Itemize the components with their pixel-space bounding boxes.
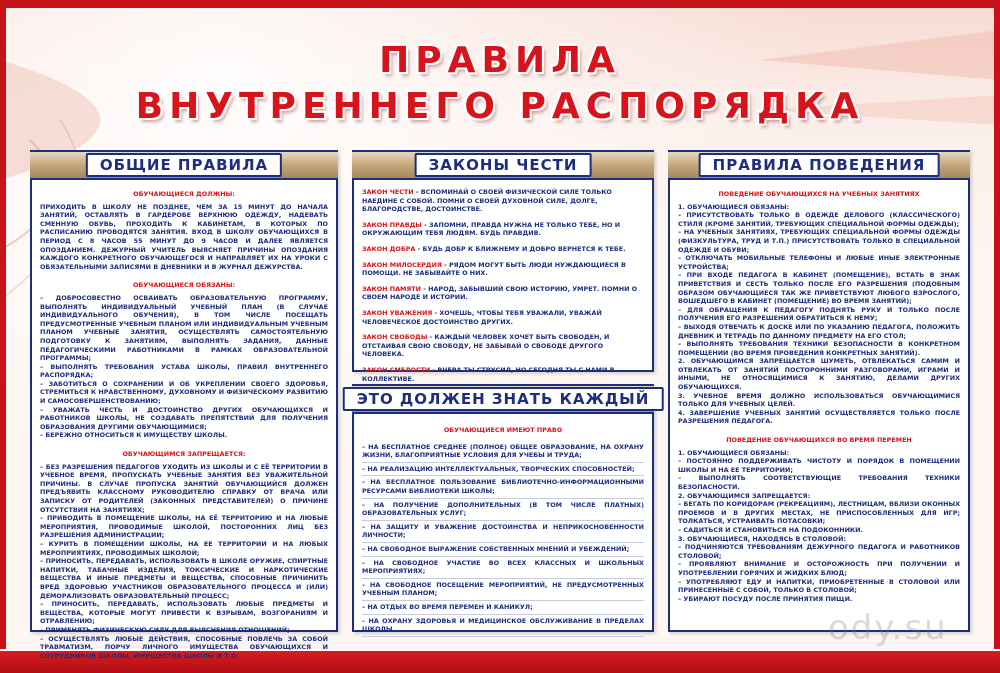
list-item: – ОСУЩЕСТВЛЯТЬ ЛЮБЫЕ ДЕЙСТВИЯ, СПОСОБНЫЕ ПОВЛЕЧЬ ЗА СОБОЙ ТРАВМАТИЗМ, ПОРЧУ ЛИЧНОГО ИМУЩЕСТВА ОБУЧАЮЩИХСЯ И СОТРУДНИКОВ ШКОЛЫ, ИМУЩЕСТВА ШКОЛЫ И Т.П.	[40, 634, 328, 660]
list-item: – УБИРАЮТ ПОСУДУ ПОСЛЕ ПРИНЯТИЯ ПИЩИ.	[678, 594, 853, 603]
list-item: ЗАКОН МИЛОСЕРДИЯ - РЯДОМ МОГУТ БЫТЬ ЛЮДИ НУЖДАЮЩИЕСЯ В ПОМОЩИ. НЕ ЗАБЫВАЙТЕ О НИХ.	[362, 260, 626, 278]
list-item: – ПРИНОСИТЬ, ПЕРЕДАВАТЬ, ИСПОЛЬЗОВАТЬ ЛЮБЫЕ ПРЕДМЕТЫ И ВЕЩЕСТВА, КОТОРЫЕ МОГУТ ПРИВЕСТИ К ВЗРЫВАМ, ВОЗГОРАНИЯМ И ОТРАВЛЕНИЮ;	[40, 600, 328, 626]
everyone-should-know-body	[362, 420, 644, 637]
list-item: – НА РЕАЛИЗАЦИЮ ИНТЕЛЛЕКТУАЛЬНЫХ, ТВОРЧЕСКИХ СПОСОБНОСТЕЙ;	[362, 463, 644, 477]
general-must-heading: ОБУЧАЮЩИЕСЯ ДОЛЖНЫ:	[133, 190, 235, 198]
list-item: 2. ОБУЧАЮЩИМСЯ ЗАПРЕЩАЕТСЯ:	[678, 491, 811, 500]
list-item: – ПРИ ВХОДЕ ПЕДАГОГА В КАБИНЕТ (ПОМЕЩЕНИЕ), ВСТАТЬ В ЗНАК ПРИВЕТСТВИЯ И СЕСТЬ ТОЛЬКО ПОСЛЕ ЕГО РАЗРЕШЕНИЯ (ПОДОБНЫМ ОБРАЗОМ ОБУЧАЮЩИЕСЯ ТАК ЖЕ ПРИВЕТСТВУЮТ ЛЮБОГО ВЗРОСЛОГО, ВОШЕДШЕГО В КАБИНЕТ (ПОМЕЩЕНИЕ) ВО ВРЕМЯ ЗАНЯТИЙ);	[678, 271, 960, 306]
honor-laws-header	[352, 150, 654, 180]
honor-laws-body	[362, 188, 644, 390]
list-item: – БЕЗ РАЗРЕШЕНИЯ ПЕДАГОГОВ УХОДИТЬ ИЗ ШКОЛЫ И С ЕЁ ТЕРРИТОРИИ В УЧЕБНОЕ ВРЕМЯ, ПРОПУСКАТЬ УЧЕБНЫЕ ЗАНЯТИЯ БЕЗ УВАЖИТЕЛЬНОЙ ПРИЧИНЫ. В СЛУЧАЕ ПРОПУСКА ЗАНЯТИЙ ОБУЧАЮЩИЙСЯ ДОЛЖЕН ПРЕДЪЯВИТЬ КЛАССНОМУ РУКОВОДИТЕЛЮ СПРАВКУ ОТ ВРАЧА ИЛИ ЗАПИСКУ ОТ РОДИТЕЛЕЙ (ЗАКОННЫХ ПРЕДСТАВИТЕЛЕЙ) О ПРИЧИНЕ ОТСУТСТВИЯ НА ЗАНЯТИЯХ;	[40, 462, 328, 514]
list-item: – НА СВОБОДНОЕ ПОСЕЩЕНИЕ МЕРОПРИЯТИЙ, НЕ ПРЕДУСМОТРЕННЫХ УЧЕБНЫМ ПЛАНОМ;	[362, 579, 644, 601]
list-item: – САДИТЬСЯ И СТАНОВИТЬСЯ НА ПОДОКОННИКИ.	[678, 525, 863, 534]
list-item: ЗАКОН СВОБОДЫ - КАЖДЫЙ ЧЕЛОВЕК ХОЧЕТ БЫТЬ СВОБОДЕН, И ОТСТАИВАЯ СВОЮ СВОБОДУ, НЕ ЗАБЫВАЙ О СВОБОДЕ ДРУГОГО ЧЕЛОВЕКА.	[362, 333, 610, 359]
list-item: – НА ОХРАНУ ЗДОРОВЬЯ И МЕДИЦИНСКОЕ ОБСЛУЖИВАНИЕ В ПРЕДЕЛАХ ШКОЛЫ.	[362, 615, 644, 637]
everyone-should-know-header	[352, 384, 654, 414]
list-item: – БЕРЕЖНО ОТНОСИТЬСЯ К ИМУЩЕСТВУ ШКОЛЫ.	[40, 431, 228, 440]
class-behavior-heading: ПОВЕДЕНИЕ ОБУЧАЮЩИХСЯ НА УЧЕБНЫХ ЗАНЯТИЯХ	[718, 190, 920, 198]
behavior-rules-header	[668, 150, 970, 180]
everyone-should-know-panel	[352, 384, 654, 632]
list-item: – ПРИВОДИТЬ В ПОМЕЩЕНИЕ ШКОЛЫ, НА ЕЁ ТЕРРИТОРИЮ И НА ЛЮБЫЕ МЕРОПРИЯТИЯ, ПРОВОДИМЫЕ ШКОЛОЙ, ПОСТОРОННИХ ЛИЦ БЕЗ РАЗРЕШЕНИЯ АДМИНИСТРАЦИИ;	[40, 514, 328, 540]
list-item: 1. ОБУЧАЮЩИЕСЯ ОБЯЗАНЫ:	[678, 448, 790, 457]
frame-top	[0, 0, 1000, 8]
behavior-rules-body	[678, 186, 960, 603]
behavior-rules-title: ПРАВИЛА ПОВЕДЕНИЯ	[699, 153, 940, 177]
list-item: 3. УЧЕБНОЕ ВРЕМЯ ДОЛЖНО ИСПОЛЬЗОВАТЬСЯ ОБУЧАЮЩИМИСЯ ТОЛЬКО ДЛЯ УЧЕБНЫХ ЦЕЛЕЙ.	[678, 391, 960, 409]
general-must-text: ПРИХОДИТЬ В ШКОЛУ НЕ ПОЗДНЕЕ, ЧЕМ ЗА 15 МИНУТ ДО НАЧАЛА ЗАНЯТИЙ, ОСТАВЛЯТЬ В ГАРДЕРОБЕ ВЕРХНЮЮ ОДЕЖДУ, НАДЕВАТЬ СМЕННУЮ ОБУВЬ, ПРОХОДИТЬ К КАБИНЕТАМ, В КОТОРЫХ ПО РАСПИСАНИЮ ПРОВОДЯТСЯ ЗАНЯТИЯ. ВХОД В ШКОЛУ ОБУЧАЮЩИХСЯ В ПЕРИОД С 8 ЧАСОВ 55 МИНУТ ДО 9 ЧАСОВ И ДАЛЕЕ ЯВЛЯЕТСЯ ОПОЗДАНИЕМ. ДЕЖУРНЫЙ УЧИТЕЛЬ ВЫЯСНЯЕТ ПРИЧИНЫ ОПОЗДАНИЯ КАЖДОГО КОНКРЕТНОГО ОБУЧАЮЩЕГОСЯ И НАПРАВЛЯЕТ ИХ НА УРОКИ С ОБЯЗАТЕЛЬНЫМИ ЗАПИСЯМИ В ДНЕВНИКИ И В ЖУРНАЛ ДЕЖУРСТВА.	[40, 202, 328, 271]
list-item: – НА УЧЕБНЫХ ЗАНЯТИЯХ, ТРЕБУЮЩИХ СПЕЦИАЛЬНОЙ ФОРМЫ ОДЕЖДЫ (ФИЗКУЛЬТУРА, ТРУД И Т.П.) ПРИСУТСТВОВАТЬ ТОЛЬКО В СПЕЦИАЛЬНОЙ ОДЕЖДЕ И ОБУВИ;	[678, 228, 960, 254]
list-item: – ОТКЛЮЧАТЬ МОБИЛЬНЫЕ ТЕЛЕФОНЫ И ЛЮБЫЕ ИНЫЕ ЭЛЕКТРОННЫЕ УСТРОЙСТВА;	[678, 254, 960, 271]
list-item: – БЕГАТЬ ПО КОРИДОРАМ (РЕКРЕАЦИЯМ), ЛЕСТНИЦАМ, ВБЛИЗИ ОКОННЫХ ПРОЕМОВ И В ДРУГИХ МЕСТАХ, НЕ ПРИСПОСОБЛЕННЫХ ДЛЯ ИГР; ТОЛКАТЬСЯ, УСТРАИВАТЬ ПОТАСОВКИ;	[678, 500, 960, 526]
list-item: 2. ОБУЧАЮЩИМСЯ ЗАПРЕЩАЕТСЯ ШУМЕТЬ, ОТВЛЕКАТЬСЯ САМИМ И ОТВЛЕКАТЬ ОТ ЗАНЯТИЙ ПОСТОРОННИМИ РАЗГОВОРАМИ, ИГРАМИ И ИНЫМИ, НЕ ОТНОСЯЩИМИСЯ К ЗАНЯТИЮ, ДЕЛАМИ ДРУГИХ ОБУЧАЮЩИХСЯ.	[678, 357, 960, 392]
list-item: – ВЫПОЛНЯТЬ ТРЕБОВАНИЯ УСТАВА ШКОЛЫ, ПРАВИЛ ВНУТРЕННЕГО РАСПОРЯДКА;	[40, 362, 328, 380]
general-rules-panel	[30, 150, 338, 660]
list-item: – ВЫПОЛНЯТЬ ТРЕБОВАНИЯ ТЕХНИКИ БЕЗОПАСНОСТИ В КОНКРЕТНОМ ПОМЕЩЕНИИ (ВО ВРЕМЯ ПРОВЕДЕНИЯ КОНКРЕТНЫХ ЗАНЯТИЙ).	[678, 340, 960, 357]
list-item: 4. ЗАВЕРШЕНИЕ УЧЕБНЫХ ЗАНЯТИЙ ОСУЩЕСТВЛЯЕТСЯ ТОЛЬКО ПОСЛЕ РАЗРЕШЕНИЯ ПЕДАГОГА.	[678, 408, 960, 426]
list-item: ЗАКОН УВАЖЕНИЯ - ХОЧЕШЬ, ЧТОБЫ ТЕБЯ УВАЖАЛИ, УВАЖАЙ ЧЕЛОВЕЧЕСКОЕ ДОСТОИНСТВО ДРУГИХ.	[362, 308, 602, 326]
list-item: – НА БЕСПЛАТНОЕ СРЕДНЕЕ (ПОЛНОЕ) ОБЩЕЕ ОБРАЗОВАНИЕ, НА ОХРАНУ ЖИЗНИ, БЛАГОПРИЯТНЫЕ УСЛОВИЯ ДЛЯ УЧЕБЫ И ТРУДА;	[362, 441, 644, 463]
rights-heading: ОБУЧАЮЩИЕСЯ ИМЕЮТ ПРАВО	[443, 426, 563, 434]
list-item: – НА СВОБОДНОЕ УЧАСТИЕ ВО ВСЕХ КЛАССНЫХ И ШКОЛЬНЫХ МЕРОПРИЯТИЯХ;	[362, 557, 644, 579]
list-item: – НА СВОБОДНОЕ ВЫРАЖЕНИЕ СОБСТВЕННЫХ МНЕНИЙ И УБЕЖДЕНИЙ;	[362, 543, 644, 557]
everyone-should-know-title: ЭТО ДОЛЖЕН ЗНАТЬ КАЖДЫЙ	[343, 387, 664, 411]
list-item: ЗАКОН ЧЕСТИ - ВСПОМИНАЙ О СВОЕЙ ФИЗИЧЕСКОЙ СИЛЕ ТОЛЬКО НАЕДИНЕ С СОБОЙ. ПОМНИ О СВОЕЙ ДУХОВНОЙ СИЛЕ, ДОЛГЕ, БЛАГОРОДСТВЕ, ДОСТОИНСТВЕ.	[362, 188, 612, 214]
list-item: – УВАЖАТЬ ЧЕСТЬ И ДОСТОИНСТВО ДРУГИХ ОБУЧАЮЩИХСЯ И РАБОТНИКОВ ШКОЛЫ, НЕ СОЗДАВАТЬ ПРЕПЯТСТВИЙ ДЛЯ ПОЛУЧЕНИЯ ОБРАЗОВАНИЯ ДРУГИМИ ОБУЧАЮЩИМИСЯ;	[40, 405, 328, 431]
honor-laws-title: ЗАКОНЫ ЧЕСТИ	[415, 153, 592, 177]
list-item: – ВЫХОДЯ ОТВЕЧАТЬ К ДОСКЕ ИЛИ ПО УКАЗАНИЮ ПЕДАГОГА, ПОЛОЖИТЬ ДНЕВНИК И ТЕТРАДЬ ПО ДАННОМУ ПРЕДМЕТУ НА ЕГО СТОЛ;	[678, 322, 960, 340]
page-title-line-1: ПРАВИЛА	[379, 40, 621, 81]
list-item: – НА ОТДЫХ ВО ВРЕМЯ ПЕРЕМЕН И КАНИКУЛ;	[362, 601, 644, 615]
general-rules-header	[30, 150, 338, 180]
list-item: ЗАКОН ДОБРА - БУДЬ ДОБР К БЛИЖНЕМУ И ДОБРО ВЕРНЕТСЯ К ТЕБЕ.	[362, 244, 626, 253]
list-item: – УПОТРЕБЛЯЮТ ЕДУ И НАПИТКИ, ПРИОБРЕТЕННЫЕ В СТОЛОВОЙ ИЛИ ПРИНЕСЕННЫЕ С СОБОЙ, ТОЛЬКО В СТОЛОВОЙ;	[678, 577, 960, 595]
list-item: ЗАКОН ПАМЯТИ - НАРОД, ЗАБЫВШИЙ СВОЮ ИСТОРИЮ, УМРЕТ. ПОМНИ О СВОЕМ НАРОДЕ И ИСТОРИИ.	[362, 284, 638, 302]
general-rules-body	[40, 186, 328, 660]
list-item: – ВЫПОЛНЯТЬ СООТВЕТСТВУЮЩИЕ ТРЕБОВАНИЯ ТЕХНИКИ БЕЗОПАСНОСТИ.	[678, 474, 960, 491]
list-item: ЗАКОН ПРАВДЫ - ЗАПОМНИ, ПРАВДА НУЖНА НЕ ТОЛЬКО ТЕБЕ, НО И ОКРУЖАЮЩИМ ТЕБЯ ЛЮДЯМ. БУДЬ ПРАВДИВ.	[362, 220, 621, 238]
watermark: ody.su	[828, 608, 948, 648]
list-item: – НА ПОЛУЧЕНИЕ ДОПОЛНИТЕЛЬНЫХ (В ТОМ ЧИСЛЕ ПЛАТНЫХ) ОБРАЗОВАТЕЛЬНЫХ УСЛУГ;	[362, 499, 644, 521]
list-item: – НА БЕСПЛАТНОЕ ПОЛЬЗОВАНИЕ БИБЛИОТЕЧНО-ИНФОРМАЦИОННЫМИ РЕСУРСАМИ БИБЛИОТЕКИ ШКОЛЫ;	[362, 476, 644, 498]
general-forbidden-heading: ОБУЧАЮЩИМСЯ ЗАПРЕЩАЕТСЯ:	[122, 450, 246, 459]
page-title-line-2: ВНУТРЕННЕГО РАСПОРЯДКА	[135, 86, 865, 127]
list-item: – ЗАБОТИТЬСЯ О СОХРАНЕНИИ И ОБ УКРЕПЛЕНИИ СВОЕГО ЗДОРОВЬЯ, СТРЕМИТЬСЯ К НРАВСТВЕННОМУ, ДУХОВНОМУ И ФИЗИЧЕСКОМУ РАЗВИТИЮ И САМОСОВЕРШЕНСТВОВАНИЮ;	[40, 379, 328, 406]
break-behavior-heading: ПОВЕДЕНИЕ ОБУЧАЮЩИХСЯ ВО ВРЕМЯ ПЕРЕМЕН	[726, 436, 912, 445]
list-item: 3. ОБУЧАЮЩИЕСЯ, НАХОДЯСЬ В СТОЛОВОЙ:	[678, 534, 846, 543]
list-item: – ДОБРОСОВЕСТНО ОСВАИВАТЬ ОБРАЗОВАТЕЛЬНУЮ ПРОГРАММУ, ВЫПОЛНЯТЬ ИНДИВИДУАЛЬНЫЙ УЧЕБНЫЙ ПЛАН (В СЛУЧАЕ ИНДИВИДУАЛЬНОГО ОБУЧЕНИЯ), В ТОМ ЧИСЛЕ ПОСЕЩАТЬ ПРЕДУСМОТРЕННЫЕ УЧЕБНЫМ ПЛАНОМ ИЛИ ИНДИВИДУАЛЬНЫМ УЧЕБНЫМ ПЛАНОМ УЧЕБНЫЕ ЗАНЯТИЯ, ОСУЩЕСТВЛЯТЬ САМОСТОЯТЕЛЬНУЮ ПОДГОТОВКУ К ЗАНЯТИЯМ, ВЫПОЛНЯТЬ ЗАДАНИЯ, ДАННЫЕ ПЕДАГОГИЧЕСКИМИ РАБОТНИКАМИ В РАМКАХ ОБРАЗОВАТЕЛЬНОЙ ПРОГРАММЫ;	[40, 293, 328, 363]
list-item: – ПРИМЕНЯТЬ ФИЗИЧЕСКУЮ СИЛУ ДЛЯ ВЫЯСНЕНИЯ ОТНОШЕНИЙ;	[40, 625, 290, 634]
list-item: – ПОСТОЯННО ПОДДЕРЖИВАТЬ ЧИСТОТУ И ПОРЯДОК В ПОМЕЩЕНИИ ШКОЛЫ И НА ЕЕ ТЕРРИТОРИИ;	[678, 457, 960, 474]
list-item: – НА ЗАЩИТУ И УВАЖЕНИЕ ДОСТОИНСТВА И НЕПРИКОСНОВЕННОСТИ ЛИЧНОСТИ;	[362, 521, 644, 543]
honor-laws-panel	[352, 150, 654, 383]
list-item: – ПРОЯВЛЯЮТ ВНИМАНИЕ И ОСТОРОЖНОСТЬ ПРИ ПОЛУЧЕНИИ И УПОТРЕБЛЕНИИ ГОРЯЧИХ И ЖИДКИХ БЛЮД;	[678, 560, 960, 577]
list-item: – ПРИСУТСТВОВАТЬ ТОЛЬКО В ОДЕЖДЕ ДЕЛОВОГО (КЛАССИЧЕСКОГО) СТИЛЯ (КРОМЕ ЗАНЯТИЙ, ТРЕБУЮЩИХ СПЕЦИАЛЬНОЙ ФОРМЫ ОДЕЖДЫ);	[678, 211, 960, 228]
list-item: – ПОДЧИНЯЮТСЯ ТРЕБОВАНИЯМ ДЕЖУРНОГО ПЕДАГОГА И РАБОТНИКОВ СТОЛОВОЙ;	[678, 543, 960, 560]
list-item: – КУРИТЬ В ПОМЕЩЕНИИ ШКОЛЫ, НА ЕЕ ТЕРРИТОРИИ И НА ЛЮБЫХ МЕРОПРИЯТИЯХ, ПРОВОДИМЫХ ШКОЛОЙ;	[40, 539, 328, 557]
list-item: – ПРИНОСИТЬ, ПЕРЕДАВАТЬ, ИСПОЛЬЗОВАТЬ В ШКОЛЕ ОРУЖИЕ, СПИРТНЫЕ НАПИТКИ, ТАБАЧНЫЕ ИЗДЕЛИЯ, ТОКСИЧЕСКИЕ И НАРКОТИЧЕСКИЕ ВЕЩЕСТВА И ИНЫЕ ПРЕДМЕТЫ И ВЕЩЕСТВА, СПОСОБНЫЕ ПРИЧИНИТЬ ВРЕД ЗДОРОВЬЮ УЧАСТНИКОВ ОБРАЗОВАТЕЛЬНОГО ПРОЦЕССА И (ИЛИ) ДЕМОРАЛИЗОВАТЬ ОБРАЗОВАТЕЛЬНЫЙ ПРОЦЕСС;	[40, 557, 328, 600]
list-item: ЗАКОН СМЕЛОСТИ - ВЧЕРА ТЫ СТРУСИЛ, НО СЕГОДНЯ ТЫ С НАМИ В КОЛЛЕКТИВЕ.	[362, 365, 615, 383]
list-item: 1. ОБУЧАЮЩИЕСЯ ОБЯЗАНЫ:	[678, 202, 790, 211]
list-item: – ДЛЯ ОБРАЩЕНИЯ К ПЕДАГОГУ ПОДНЯТЬ РУКУ И ТОЛЬКО ПОСЛЕ ПОЛУЧЕНИЯ ЕГО РАЗРЕШЕНИЯ ОБРАТИТЬСЯ К НЕМУ;	[678, 305, 960, 323]
general-rules-title: ОБЩИЕ ПРАВИЛА	[86, 153, 282, 177]
general-obliged-heading: ОБУЧАЮЩИЕСЯ ОБЯЗАНЫ:	[132, 281, 236, 290]
behavior-rules-panel	[668, 150, 970, 632]
